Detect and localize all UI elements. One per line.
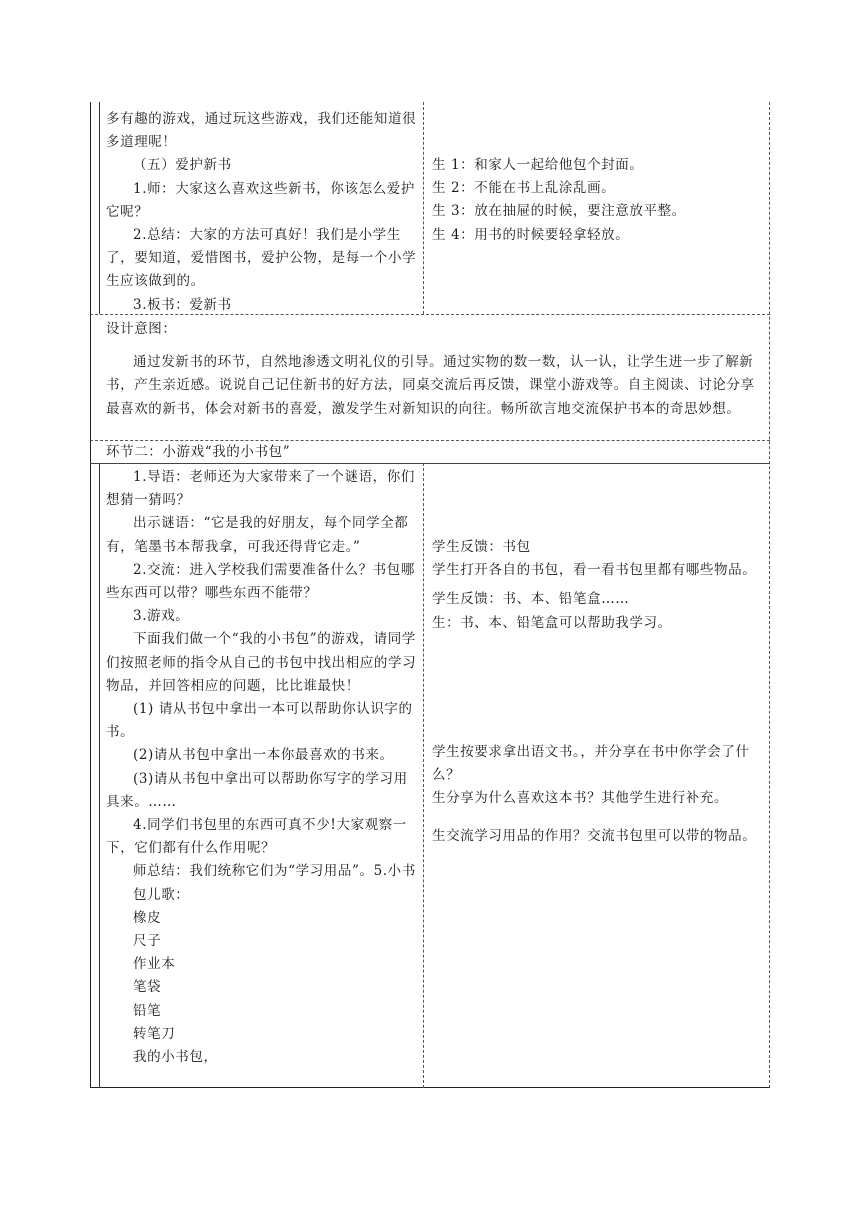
student-response: 学生打开各自的书包，看一看书包里都有哪些物品。: [432, 562, 757, 579]
student-response: 生：书、本、铅笔盒可以帮助我学习。: [432, 614, 672, 631]
paragraph: 4.同学们书包里的东西可真不少!大家观察一下，它们都有什么作用呢？: [106, 817, 407, 857]
row3-left-cell: [106, 466, 418, 1069]
design-intent-label: 设计意图：: [106, 321, 177, 337]
paragraph: 3.游戏。: [133, 608, 190, 625]
song-line: 我的小书包，: [133, 1049, 218, 1066]
student-response: 生 2：不能在书上乱涂乱画。: [432, 180, 616, 197]
section2-title: 环节二：小游戏“我的小书包”: [106, 444, 291, 460]
design-intent-cell: [106, 318, 764, 421]
game-instruction: (1) 请从书包中拿出一本可以帮助你认识字的书。: [106, 701, 413, 741]
song-line: 橡皮: [133, 909, 162, 926]
table-left-rule: [99, 102, 100, 314]
game-instruction: (3)请从书包中拿出可以帮助你写字的学习用具来。……: [106, 770, 408, 810]
row3-right-cell: [432, 536, 764, 635]
paragraph: 1.导语：老师还为大家带来了一个谜语，你们想猜一猜吗？: [106, 469, 415, 509]
paragraph: 3.板书：爱新书: [133, 296, 232, 313]
design-intent-body: 通过发新书的环节，自然地渗透文明礼仪的引导。通过实物的数一数，认一认，让学生进一步了解新书，产生亲近感。说说自己记住新书的好方法，同桌交流后再反馈，课堂小游戏等。自主阅读、讨论分享最喜欢的新书，体会对新书的喜爱，激发学生对新知识的向往。畅所欲言地交流保护书本的奇思妙想。: [106, 354, 755, 417]
section-heading: （五）爱护新书: [133, 157, 232, 174]
student-response: 生 3：放在抽屉的时候，要注意放平整。: [432, 203, 686, 220]
row1-right-cell: [432, 154, 764, 247]
game-instruction: (2)请从书包中拿出一本你最喜欢的书来。: [133, 747, 394, 764]
student-response: 学生按要求拿出语文书。，并分享在书中你学会了什么？: [432, 744, 750, 784]
row1-left-cell: [106, 108, 418, 317]
column-divider: [423, 102, 424, 314]
paragraph: 下面我们做一个“我的小书包”的游戏，请同学们按照老师的指令从自己的书包中找出相应的学习物品，并回答相应的问题，比比谁最快！: [106, 631, 417, 694]
student-response: 学生反馈：书、本、铅笔盒……: [432, 591, 630, 608]
student-response: 生 4：用书的时候要轻拿轻放。: [432, 226, 630, 243]
student-response: 学生反馈：书包: [432, 539, 531, 555]
paragraph: 1.师：大家这么喜欢这些新书，你该怎么爱护它呢？: [106, 180, 415, 220]
paragraph: 2.总结：大家的方法可真好！我们是小学生了，要知道，爱惜图书，爱护公物，是每一个小学生应该做到的。: [106, 227, 417, 290]
song-line: 铅笔: [133, 1002, 162, 1019]
song-line: 作业本: [133, 956, 176, 973]
riddle: 出示谜语：“它是我的好朋友，每个同学全都有，笔墨书本帮我拿，可我还得背它走。”: [106, 515, 409, 555]
column-divider: [423, 463, 424, 1088]
section2-title-cell: [106, 441, 764, 464]
song-line: 尺子: [133, 933, 162, 950]
paragraph: 多有趣的游戏，通过玩这些游戏，我们还能知道很多道理呢！: [106, 111, 417, 151]
song-line: 转笔刀: [133, 1025, 176, 1042]
row3-right-cell-2: [432, 741, 764, 848]
student-response: 生交流学习用品的作用？交流书包里可以带的物品。: [432, 827, 757, 844]
student-response: 生 1：和家人一起给他包个封面。: [432, 157, 644, 173]
paragraph: 师总结：我们统称它们为“学习用品”。5.小书包儿歌：: [133, 863, 416, 903]
student-response: 生分享为什么喜欢这本书？其他学生进行补充。: [432, 790, 729, 807]
paragraph: 2.交流：进入学校我们需要准备什么？书包哪些东西可以带？哪些东西不能带？: [106, 561, 415, 602]
table-left-rule: [99, 463, 100, 1088]
song-line: 笔袋: [133, 979, 162, 996]
